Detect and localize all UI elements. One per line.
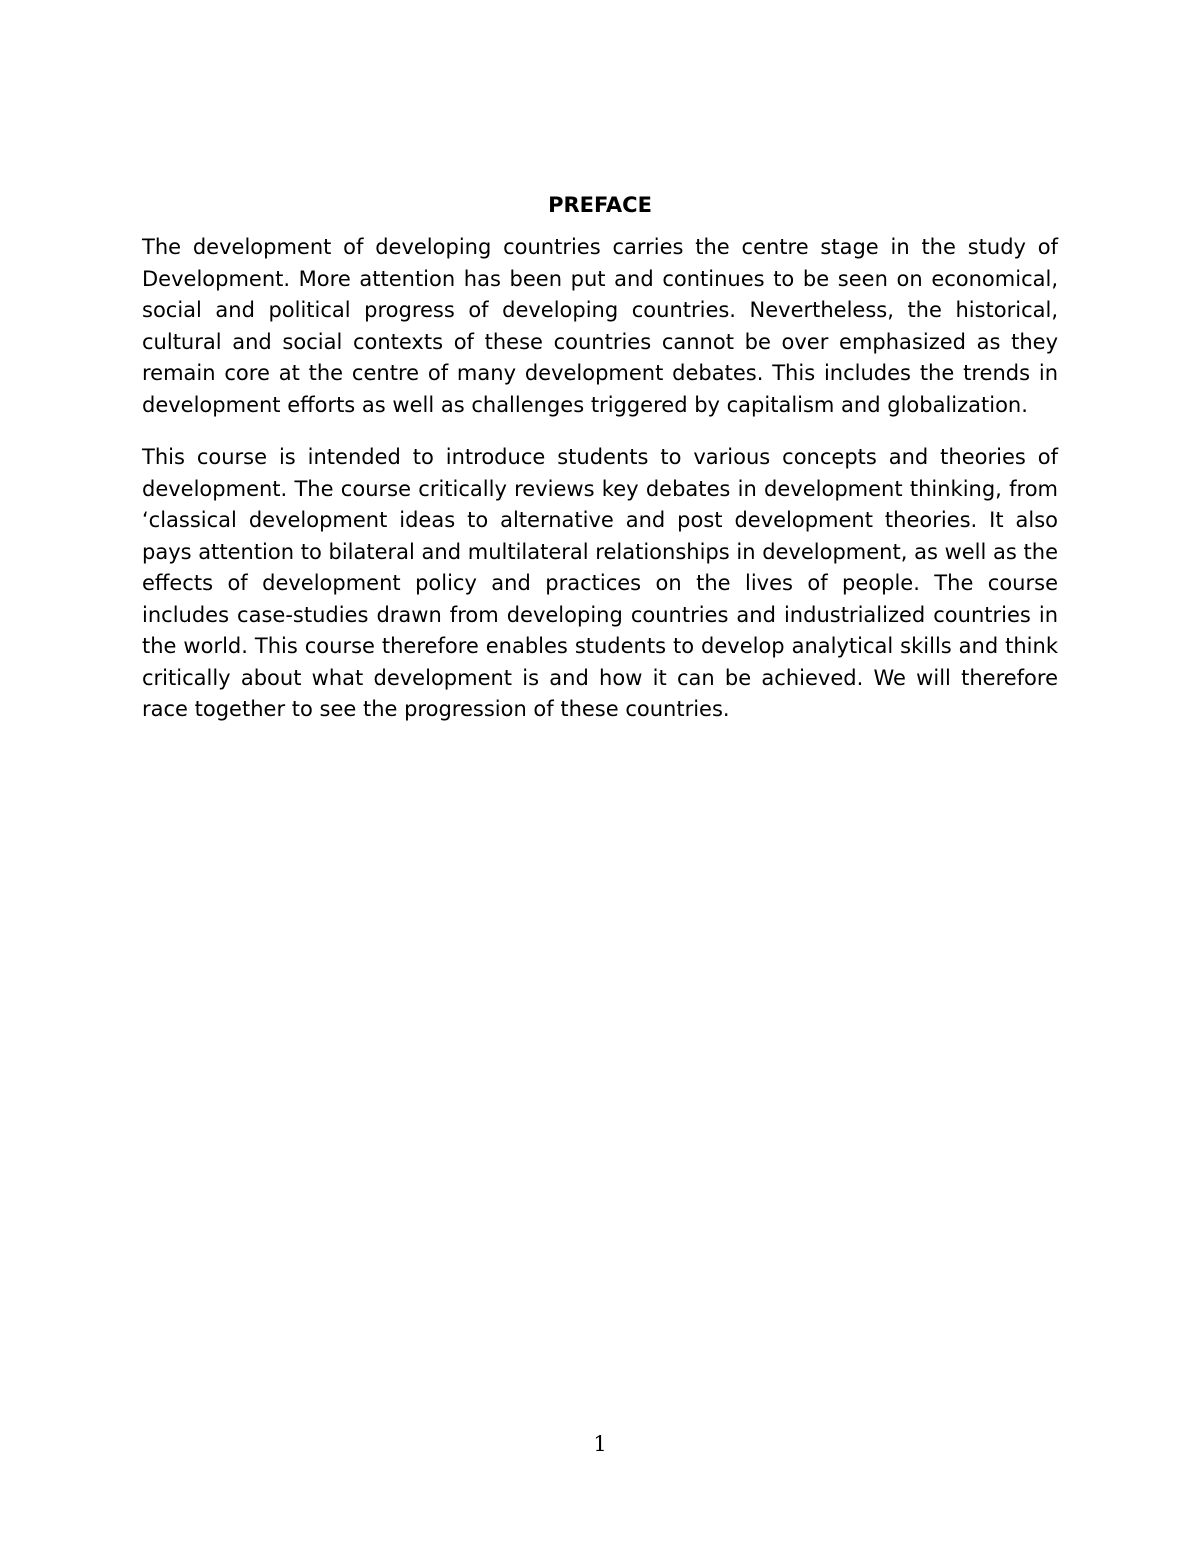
paragraph-1: The development of developing countries carries the centre stage in the study of Development. More attention has been put and continues to be seen on economical, social and political progress of developing countries. Nevertheless, the historical, cultural and social contexts of these countries cannot be over emphasized as they remain core at the centre of many development debates. This includes the trends in development efforts as well as challenges triggered by capitalism and globalization.	[142, 235, 1058, 417]
page-content	[142, 190, 1058, 747]
page-title: PREFACE	[548, 193, 652, 217]
paragraph-2: This course is intended to introduce students to various concepts and theories of development. The course critically reviews key debates in development thinking, from ‘classical development ideas to alternative and post development theories. It also pays attention to bilateral and multilateral relationships in development, as well as the effects of development policy and practices on the lives of people. The course includes case-studies drawn from developing countries and industrialized countries in the world. This course therefore enables students to develop analytical skills and think critically about what development is and how it can be achieved. We will therefore race together to see the progression of these countries.	[142, 445, 1058, 721]
page-number: 1	[593, 1432, 607, 1456]
